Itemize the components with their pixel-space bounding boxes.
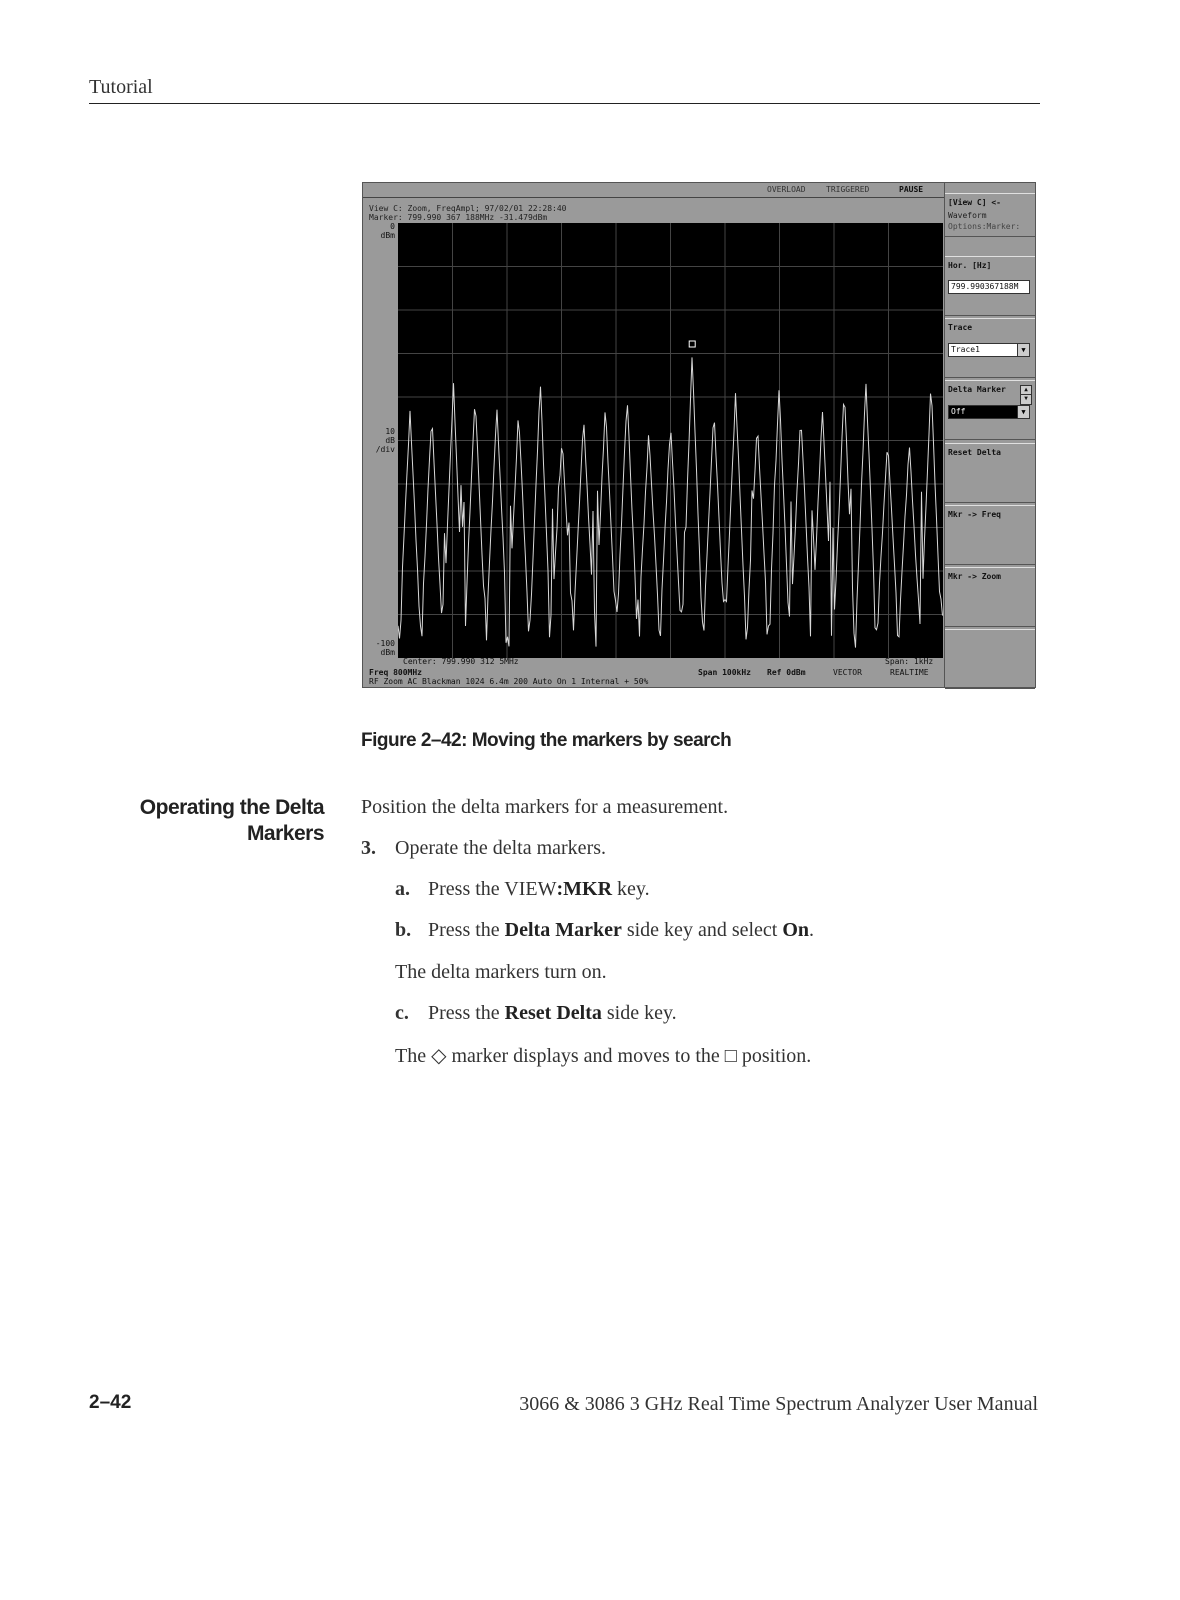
mode-indicator: VECTOR: [833, 668, 862, 677]
section-heading-line1: Operating the Delta: [139, 796, 324, 819]
delta-key-label: Delta Marker: [948, 385, 1006, 394]
view-info-line: View C: Zoom, FreqAmpl; 97/02/01 22:28:40: [369, 204, 567, 213]
marker-square-icon: [689, 341, 695, 347]
dropdown-arrow-icon: ▼: [1017, 406, 1029, 418]
y-scale-value: 10: [385, 427, 395, 436]
mkr-zoom-label: Mkr -> Zoom: [948, 572, 1001, 581]
spin-down-icon[interactable]: ▼: [1020, 394, 1032, 405]
side-key-blank[interactable]: [945, 629, 1035, 689]
y-top-unit: dBm: [380, 231, 395, 240]
spectrum-plot: [398, 223, 943, 658]
hor-key-label: Hor. [Hz]: [948, 261, 992, 270]
running-head: Tutorial: [89, 76, 153, 98]
hor-value-field[interactable]: 799.990367188M: [948, 280, 1030, 294]
side-key-horizontal[interactable]: [945, 256, 1035, 316]
side-key-reset-delta[interactable]: [945, 443, 1035, 503]
substep-text: Press the VIEW: [428, 878, 557, 900]
header-rule: [89, 103, 1040, 104]
side-key-trace[interactable]: [945, 318, 1035, 378]
dropdown-arrow-icon: ▼: [1017, 344, 1029, 356]
analyzer-screenshot: [362, 182, 1036, 688]
step-b-note: The delta markers turn on.: [395, 961, 607, 983]
mkr-freq-label: Mkr -> Freq: [948, 510, 1001, 519]
center-readout: Center: 799.990 312 5MHz: [403, 657, 519, 666]
delta-marker-select[interactable]: [948, 405, 1030, 419]
marker-readout: Marker: 799.990 367 188MHz -31.479dBm: [369, 213, 548, 222]
y-top-value: 0: [390, 222, 395, 231]
step-b: [395, 919, 814, 942]
side-key-mkr-zoom[interactable]: [945, 567, 1035, 627]
step-c-note: The ◇ marker displays and moves to the □ position.: [395, 1045, 812, 1067]
key-name: Delta Marker: [504, 919, 622, 941]
trace-key-label: Trace: [948, 323, 973, 332]
step-number: 3.: [361, 837, 376, 859]
manual-title: 3066 & 3086 3 GHz Real Time Spectrum Analyzer User Manual: [519, 1393, 1038, 1415]
substep-letter: a.: [395, 878, 410, 900]
step-text: Operate the delta markers.: [395, 837, 607, 859]
y-scale-div: /div: [375, 445, 395, 454]
view-key-sub2: Options:Marker:: [948, 222, 1021, 231]
substep-text: Press the: [428, 919, 505, 941]
span-readout: Span: 1kHz: [885, 657, 934, 666]
spectrum-trace-graphic: [398, 223, 943, 658]
key-name: Reset Delta: [504, 1002, 602, 1024]
span-setting: Span 100kHz: [698, 668, 751, 677]
step-3: [361, 837, 606, 860]
substep-letter: c.: [395, 1002, 409, 1024]
figure-caption: Figure 2–42: Moving the markers by search: [361, 730, 732, 751]
substep-text: Press the: [428, 1002, 505, 1024]
status-bar: [363, 183, 945, 198]
step-a: [395, 878, 650, 901]
substep-text: side key.: [601, 1002, 677, 1024]
ref-setting: Ref 0dBm: [767, 668, 806, 677]
substep-text: .: [809, 919, 815, 941]
triggered-indicator: TRIGGERED: [826, 185, 870, 194]
spin-up-icon[interactable]: ▲: [1020, 385, 1032, 396]
side-key-delta-marker[interactable]: [945, 380, 1035, 440]
overload-indicator: OVERLOAD: [767, 185, 806, 194]
freq-readout: Freq 800MHz: [369, 668, 422, 677]
section-heading-line2: Markers: [246, 822, 324, 845]
option-name: On: [782, 919, 810, 941]
side-key-panel: [944, 183, 1036, 687]
intro-paragraph: Position the delta markers for a measurement.: [361, 796, 729, 818]
trace-select[interactable]: [948, 343, 1030, 357]
substep-text: key.: [612, 878, 650, 900]
pause-indicator: PAUSE: [899, 185, 924, 194]
view-key-sub1: Waveform: [948, 211, 987, 220]
side-key-view[interactable]: [945, 193, 1035, 237]
page-number: 2–42: [89, 1392, 132, 1413]
section-heading: [100, 795, 324, 847]
substep-text: side key and select: [621, 919, 783, 941]
substep-letter: b.: [395, 919, 412, 941]
y-bottom-unit: dBm: [380, 648, 395, 657]
reset-delta-label: Reset Delta: [948, 448, 1001, 457]
y-bottom-value: -100: [375, 639, 395, 648]
side-key-mkr-freq[interactable]: [945, 505, 1035, 565]
realtime-indicator: REALTIME: [890, 668, 929, 677]
delta-marker-value: Off: [951, 407, 966, 416]
settings-line: RF Zoom AC Blackman 1024 6.4m 200 Auto On 1 Internal + 50%: [369, 677, 649, 686]
trace-select-value: Trace1: [951, 345, 980, 354]
view-key-title: [View C] <-: [948, 198, 1001, 207]
y-scale-unit: dB: [385, 436, 395, 445]
key-name: :MKR: [556, 878, 613, 900]
step-c: [395, 1002, 677, 1025]
